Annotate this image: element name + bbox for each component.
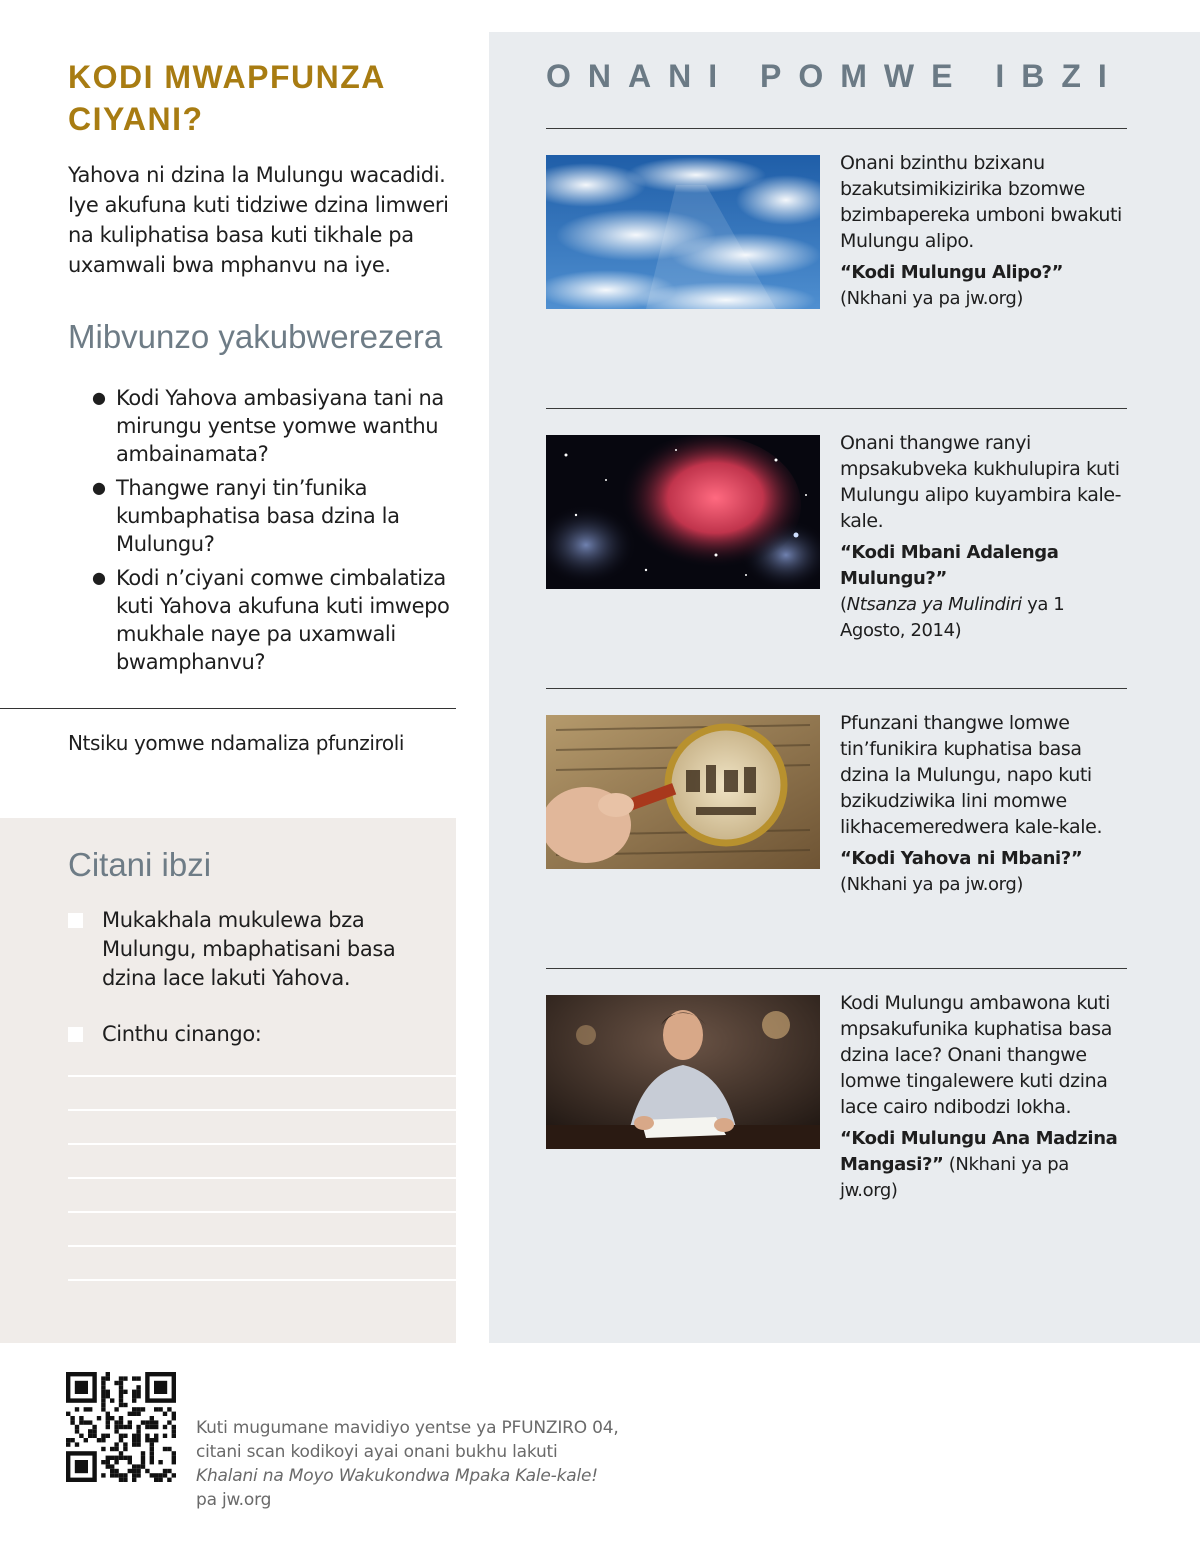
note-line xyxy=(68,1143,456,1145)
note-line xyxy=(68,1245,456,1247)
explore-divider xyxy=(546,128,1127,129)
review-question xyxy=(92,474,462,558)
note-line xyxy=(68,1211,456,1213)
explore-item-description: Onani thangwe ranyi mpsakubveka kukhulupira kuti Mulungu alipo kuyambira kale-kale. xyxy=(840,432,1122,532)
reference-title[interactable]: “Kodi Yahova ni Mbani?” xyxy=(840,848,1083,869)
explore-item-text xyxy=(840,150,1130,312)
note-line xyxy=(68,1075,456,1077)
explore-item-reference[interactable] xyxy=(840,846,1130,898)
try-it-task-text: Mukakhala mukulewa bza Mulungu, mbaphatisani basa dzina lace lakuti Yahova. xyxy=(102,908,396,990)
checkbox[interactable] xyxy=(68,913,83,928)
reference-title[interactable]: “Kodi Mulungu Ana Madzina Mangasi?” xyxy=(840,1128,1118,1175)
explore-item-reference[interactable] xyxy=(840,260,1130,312)
summary-text: Yahova ni dzina la Mulungu wacadidi. Iye akufuna kuti tidziwe dzina limweri na kuliphatisa basa kuti tikhale pa uxamwali bwa mphanvu na iye. xyxy=(68,163,449,277)
explore-divider xyxy=(546,408,1127,409)
review-question-text: Kodi Yahova ambasiyana tani na mirungu yentse yomwe wanthu ambainamata? xyxy=(116,386,444,466)
bullet-icon: ● xyxy=(92,478,106,497)
checkbox[interactable] xyxy=(68,1027,83,1042)
completion-date-line xyxy=(0,708,456,709)
reference-title[interactable]: “Kodi Mbani Adalenga Mulungu?” xyxy=(840,542,1059,589)
man-reading-photo xyxy=(546,995,820,1149)
review-question xyxy=(92,564,462,676)
qr-code-icon[interactable] xyxy=(66,1372,176,1482)
bullet-icon: ● xyxy=(92,388,106,407)
try-it-panel xyxy=(0,818,456,1343)
footer-line: Kuti mugumane mavidiyo yentse ya PFUNZIRO 04, xyxy=(196,1418,619,1438)
explore-item-reference[interactable] xyxy=(840,1126,1130,1204)
explore-item-text xyxy=(840,990,1130,1204)
explore-item-description: Kodi Mulungu ambawona kuti mpsakufunika kuphatisa basa dzina lace? Onani thangwe lomwe tingalewere kuti dzina lace cairo ndibodzi lokha. xyxy=(840,992,1112,1118)
review-heading: Mibvunzo yakubwerezera xyxy=(68,318,443,355)
explore-divider xyxy=(546,688,1127,689)
explore-item-description: Pfunzani thangwe lomwe tin’funikira kuphatisa basa dzina la Mulungu, napo kuti bzikudziwika lini momwe likhacemeredwera kale-kale. xyxy=(840,712,1103,838)
try-it-task xyxy=(68,906,428,993)
reference-source xyxy=(840,594,1064,641)
reference-publication: Ntsanza ya Mulindiri xyxy=(846,594,1022,615)
footer-note xyxy=(196,1416,796,1512)
try-it-task-text: Cinthu cinango: xyxy=(102,1022,262,1046)
try-it-heading: Citani ibzi xyxy=(68,846,212,883)
explore-item-reference[interactable] xyxy=(840,540,1130,644)
note-line xyxy=(68,1279,456,1281)
explore-item-text xyxy=(840,430,1130,644)
reference-title[interactable]: “Kodi Mulungu Alipo?” xyxy=(840,262,1064,283)
review-question-text: Thangwe ranyi tin’funika kumbaphatisa basa dzina la Mulungu? xyxy=(116,476,400,556)
note-line xyxy=(68,1177,456,1179)
review-question-text: Kodi n’ciyani comwe cimbalatiza kuti Yahova akufuna kuti imwepo mukhale naye pa uxamwali bwamphanvu? xyxy=(116,566,450,674)
bullet-icon: ● xyxy=(92,568,106,587)
review-question xyxy=(92,384,462,468)
note-line xyxy=(68,1109,456,1111)
nebula-photo xyxy=(546,435,820,589)
reference-source: (Nkhani ya pa jw.org) xyxy=(840,1154,1069,1201)
reference-source-open: ( xyxy=(840,594,847,615)
sky-clouds-photo xyxy=(546,155,820,309)
reference-source: (Nkhani ya pa jw.org) xyxy=(840,288,1023,309)
reference-source-date: ya 1 Agosto, 2014) xyxy=(840,594,1065,641)
reference-source: (Nkhani ya pa jw.org) xyxy=(840,874,1023,895)
footer-book-title[interactable]: Khalani na Moyo Wakukondwa Mpaka Kale-kale! xyxy=(196,1466,598,1486)
summary-title: KODI MWAPFUNZA CIYANI? xyxy=(68,59,385,137)
explore-item-description: Onani bzinthu bzixanu bzakutsimikizirika bzomwe bzimbapereka umboni bwakuti Mulungu alipo. xyxy=(840,152,1122,252)
explore-divider xyxy=(546,968,1127,969)
try-it-task-other xyxy=(68,1020,428,1049)
explore-heading: ONANI POMWE IBZI xyxy=(546,58,1124,94)
explore-item-text xyxy=(840,710,1130,898)
completed-date-label: Ntsiku yomwe ndamaliza pfunziroli xyxy=(68,731,405,755)
review-questions-list xyxy=(92,384,462,682)
magnifying-glass-photo xyxy=(546,715,820,869)
footer-site: pa jw.org xyxy=(196,1490,272,1510)
footer-line: citani scan kodikoyi ayai onani bukhu lakuti xyxy=(196,1442,558,1462)
footer-line xyxy=(196,1464,796,1512)
